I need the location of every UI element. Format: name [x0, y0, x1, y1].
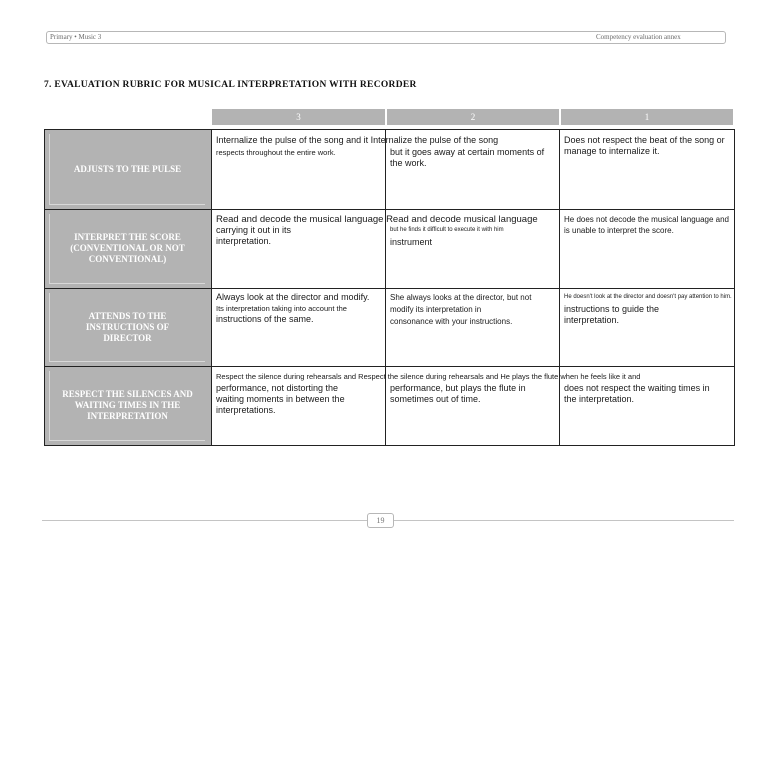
- criterion-cell: [45, 210, 212, 288]
- criterion-label: INTERPRET THE SCORE (CONVENTIONAL OR NOT CONVENTIONAL): [70, 232, 185, 264]
- descriptor-text: respects throughout the entire work.: [216, 148, 336, 157]
- level-1-cell: [560, 130, 734, 209]
- level-2-cell: [386, 367, 560, 445]
- footer-rule-right: [394, 520, 734, 521]
- header-right-text: Competency evaluation annex: [596, 33, 681, 41]
- descriptor-text: but it goes away at certain moments of the work.: [390, 147, 545, 168]
- descriptor-text: instructions to guide the interpretation.: [564, 304, 660, 325]
- level-2-cell: [386, 289, 560, 366]
- descriptor-text: instructions of the same.: [216, 314, 314, 324]
- criterion-label: ATTENDS TO THE INSTRUCTIONS OF DIRECTOR: [85, 310, 170, 343]
- criterion-label: ADJUSTS TO THE PULSE: [73, 163, 182, 174]
- descriptor-text: She always looks at the director, but not modify its interpretation in consonance with your instructions.: [390, 293, 532, 326]
- rubric-table: [44, 129, 735, 446]
- criterion-cell: [45, 289, 212, 366]
- level-2-cell: [386, 210, 560, 288]
- descriptor-text: performance, but plays the flute in sometimes out of time.: [390, 383, 526, 404]
- level-1-cell: [560, 289, 734, 366]
- descriptor-text: Read and decode the musical language Read and decode musical language: [216, 214, 538, 225]
- descriptor-text: Its interpretation taking into account the: [216, 304, 347, 313]
- level-2-cell: [386, 130, 560, 209]
- criterion-cell: [45, 130, 212, 209]
- level-header-3: 3: [212, 109, 385, 126]
- level-header-2: 2: [387, 109, 559, 126]
- header-left-text: Primary • Music 3: [50, 33, 102, 41]
- level-header-1: 1: [561, 109, 733, 126]
- descriptor-text: He does not decode the musical language and is unable to interpret the score.: [564, 215, 730, 235]
- descriptor-text: instrument: [390, 237, 433, 247]
- descriptor-text: carrying it out in its interpretation.: [216, 225, 292, 246]
- level-1-cell: [560, 210, 734, 288]
- rubric-row-pulse: [45, 130, 734, 210]
- section-title: 7. EVALUATION RUBRIC FOR MUSICAL INTERPRETATION WITH RECORDER: [44, 80, 417, 90]
- descriptor-text: Does not respect the beat of the song or manage to internalize it.: [564, 135, 725, 156]
- descriptor-text: Always look at the director and modify.: [216, 292, 370, 302]
- footer-rule-left: [42, 520, 367, 521]
- criterion-cell: [45, 367, 212, 445]
- level-1-cell: [560, 367, 734, 445]
- descriptor-text: but he finds it difficult to execute it with him: [390, 227, 504, 233]
- criterion-label: RESPECT THE SILENCES AND WAITING TIMES IN THE INTERPRETATION: [62, 389, 193, 421]
- page-number: 19: [367, 513, 394, 528]
- rubric-row-director: [45, 289, 734, 367]
- descriptor-text: Internalize the pulse of the song and it Internalize the pulse of the song: [216, 135, 499, 145]
- descriptor-text: He doesn't look at the director and doesn't pay attention to him.: [564, 294, 732, 300]
- level-3-cell: [212, 289, 386, 366]
- descriptor-text: does not respect the waiting times in the interpretation.: [564, 383, 710, 404]
- rubric-row-silences: [45, 367, 734, 445]
- page-header: [46, 31, 726, 44]
- descriptor-text: Respect the silence during rehearsals and Respect the silence during rehearsals and He plays the flute when he feels like it and: [216, 372, 641, 381]
- rubric-row-score: [45, 210, 734, 289]
- descriptor-text: performance, not distorting the waiting moments in between the interpretations.: [216, 383, 345, 415]
